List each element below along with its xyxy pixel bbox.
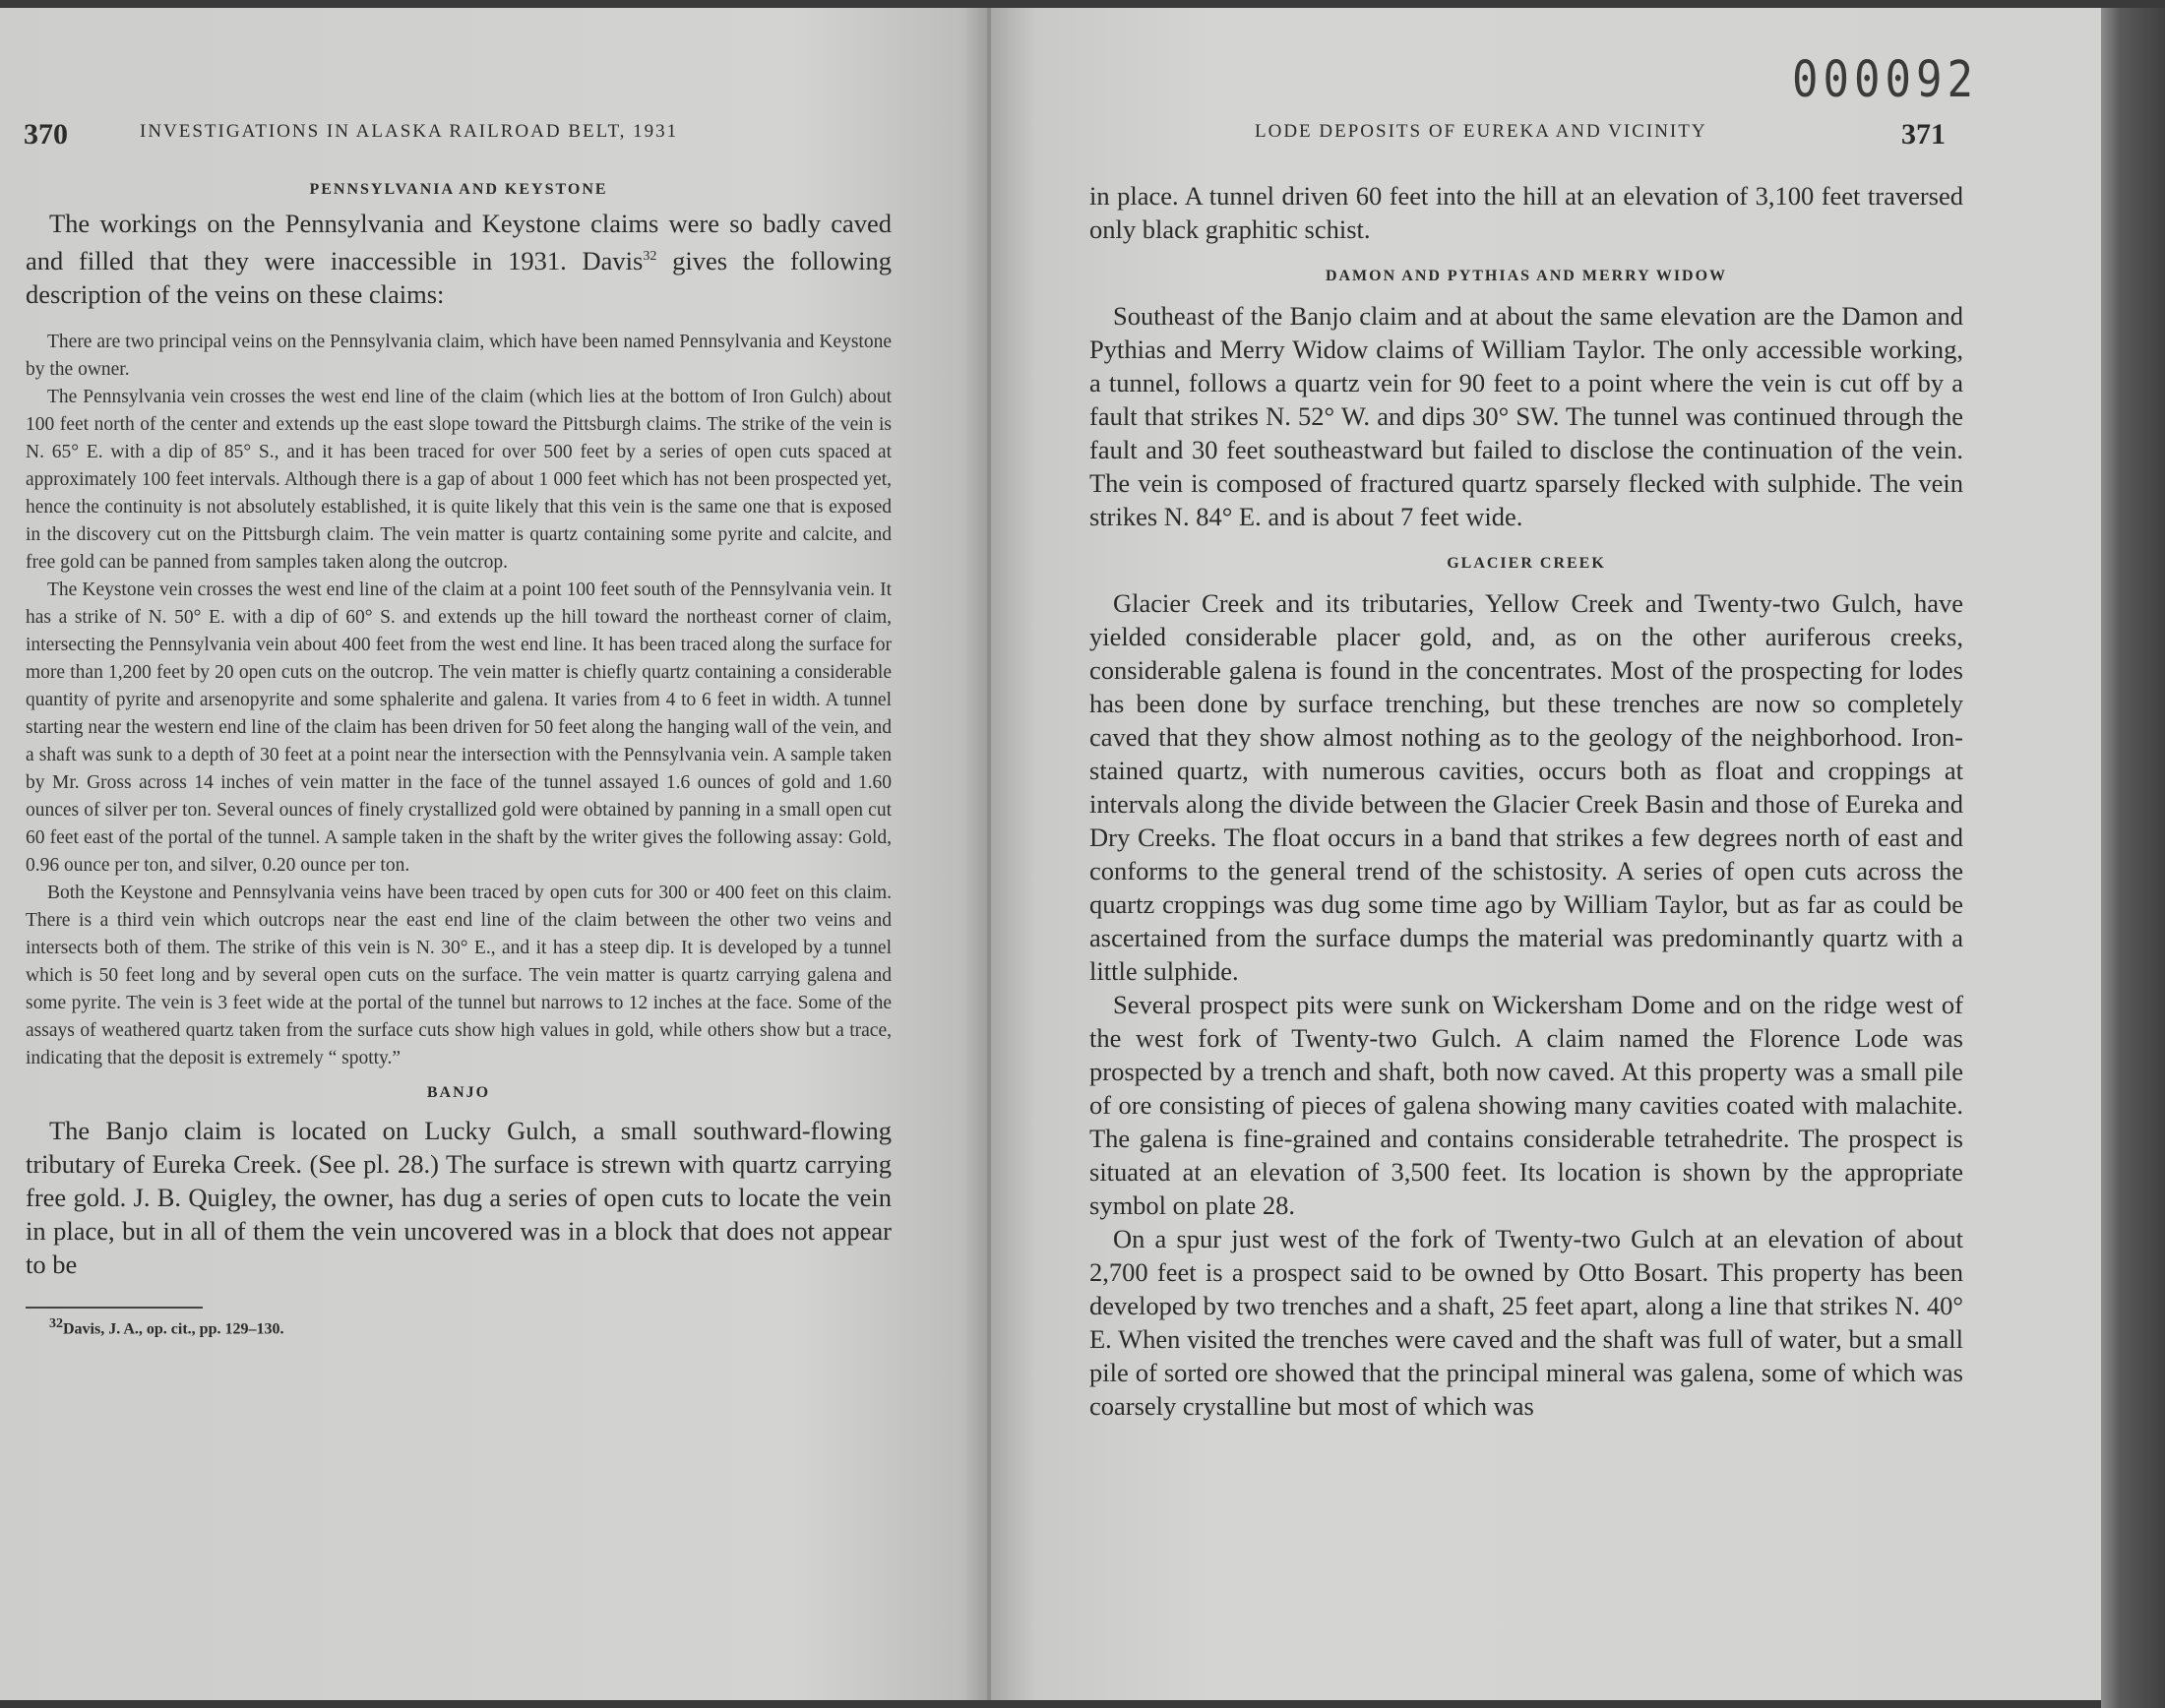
continued-paragraph: in place. A tunnel driven 60 feet into the hill at an elevation of 3,100 feet traversed only black graphitic schist. [1089, 181, 1963, 244]
intro-paragraph [26, 207, 892, 311]
page-number-left: 370 [24, 118, 68, 151]
section-heading-pennsylvania: PENNSYLVANIA AND KEYSTONE [309, 181, 608, 198]
book-edge [2101, 8, 2165, 1708]
section-heading-glacier: GLACIER CREEK [1447, 555, 1606, 572]
page-stamp: 000092 [1792, 51, 1978, 109]
intro-text: The workings on the Pennsylvania and Keystone claims were so badly caved and filled that they were inaccessible in 1931. Davis [26, 209, 892, 275]
footnote-text: Davis, J. A., op. cit., pp. 129–130. [63, 1320, 284, 1338]
left-page [0, 8, 991, 1700]
book-spread [0, 8, 2165, 1700]
footnote [26, 1316, 892, 1338]
footnote-number: 32 [49, 1315, 63, 1331]
glacier-paragraph-2: Several prospect pits were sunk on Wickersham Dome and on the ridge west of the west fork of Twenty-two Gulch. A claim named the Florence Lode was prospected by a trench and shaft, both now caved. At this property was a small pile of ore consisting of pieces of galena showing many cavities coated with malachite. The galena is fine-grained and contains considerable tetrahedrite. The prospect is situated at an elevation of 3,500 feet. Its location is shown by the appropriate symbol on plate 28. [1089, 990, 1963, 1220]
quote-paragraph-2: The Pennsylvania vein crosses the west end line of the claim (which lies at the bottom of Iron Gulch) about 100 feet north of the center and extends up the east slope toward the Pittsburgh claims. The strike of the vein is N. 65° E. with a dip of 85° S., and it has been traced for over 500 feet by a series of open cuts spaced at approximately 100 feet intervals. Although there is a gap of about 1 000 feet which has not been prospected yet, hence the continuity is not absolutely established, it is quite likely that this vein is the same one that is exposed in the discovery cut on the Pittsburgh claim. The vein matter is quartz containing some pyrite and calcite, and free gold can be panned from samples taken along the outcrop. [26, 386, 892, 573]
quote-paragraph-4: Both the Keystone and Pennsylvania veins have been traced by open cuts for 300 or 400 feet on this claim. There is a third vein which outcrops near the east end line of the claim between the other two veins and intersects both of them. The strike of this vein is N. 30° E., and it has a steep dip. It is developed by a tunnel which is 50 feet long and by several open cuts on the surface. The vein matter is quartz carrying galena and some pyrite. The vein is 3 feet wide at the portal of the tunnel but narrows to 12 inches at the face. Some of the assays of weathered quartz taken from the surface cuts show high values in gold, while others show but a trace, indicating that the deposit is extremely “ spotty.” [26, 882, 892, 1068]
intro-text-end: gives the following description of the veins on these claims: [26, 245, 892, 309]
left-text-column [26, 175, 892, 1338]
glacier-paragraph-1: Glacier Creek and its tributaries, Yellow Creek and Twenty-two Gulch, have yielded considerable placer gold, and, as on the other auriferous creeks, considerable galena is found in the concentrates. Most of the prospecting for lodes has been done by surface trenching, but these trenches are now so completely caved that they show almost nothing as to the geology of the neighborhood. Iron-stained quartz, with numerous cavities, occurs both as float and croppings at intervals along the divide between the Glacier Creek Basin and those of Eureka and Dry Creeks. The float occurs in a band that strikes a few degrees north of east and conforms to the general trend of the schistosity. A series of open cuts across the quartz croppings was dug some time ago by William Taylor, but as far as could be ascertained from the surface dumps the material was predominantly quartz with a little sulphide. [1089, 588, 1963, 986]
glacier-paragraph-3: On a spur just west of the fork of Twenty-two Gulch at an elevation of about 2,700 feet is a prospect said to be owned by Otto Bosart. This property has been developed by two trenches and a shaft, 25 feet apart, along a line that strikes N. 40° E. When visited the trenches were caved and the shaft was full of water, but a small pile of sorted ore showed that the principal mineral was galena, some of which was coarsely crystalline but most of which was [1089, 1224, 1963, 1421]
right-page [991, 8, 2101, 1700]
section-heading-damon: DAMON AND PYTHIAS AND MERRY WIDOW [1325, 268, 1728, 284]
banjo-paragraph: The Banjo claim is located on Lucky Gulch, a small southward-flowing tributary of Eureka Creek. (See pl. 28.) The surface is strewn with quartz carrying free gold. J. B. Quigley, the owner, has dug a series of open cuts to locate the vein in place, but in all of them the vein uncovered was in a block that does not appear to be [26, 1115, 892, 1279]
quote-paragraph-3: The Keystone vein crosses the west end line of the claim at a point 100 feet south of the Pennsylvania vein. It has a strike of N. 50° E. with a dip of 60° S. and extends up the hill toward the northeast corner of claim, intersecting the Pennsylvania vein about 400 feet from the west end line. It has been traced along the surface for more than 1,200 feet by 20 open cuts on the outcrop. The vein matter is chiefly quartz containing a considerable quantity of pyrite and arsenopyrite and some sphalerite and galena. It varies from 4 to 6 feet in width. A tunnel starting near the western end line of the claim has been driven for 50 feet along the hanging wall of the vein, and a shaft was sunk to a depth of 30 feet at a point near the intersection with the Pennsylvania vein. A sample taken by Mr. Gross across 14 inches of vein matter in the face of the tunnel assayed 1.6 ounces of gold and 1.60 ounces of silver per ton. Several ounces of finely crystallized gold were obtained by panning in a small open cut 60 feet east of the portal of the tunnel. A sample taken in the shaft by the writer gives the following assay: Gold, 0.96 ounce per ton, and silver, 0.20 ounce per ton. [26, 579, 892, 876]
footnote-rule [26, 1307, 203, 1309]
running-head-right: LODE DEPOSITS OF EUREKA AND VICINITY [1255, 121, 1707, 142]
footnote-marker: 32 [643, 249, 657, 264]
page-number-right: 371 [1901, 118, 1946, 151]
quote-paragraph-1: There are two principal veins on the Pennsylvania claim, which have been named Pennsylvania and Keystone by the owner. [26, 331, 892, 380]
running-head-left: INVESTIGATIONS IN ALASKA RAILROAD BELT, 1931 [140, 121, 679, 142]
damon-paragraph: Southeast of the Banjo claim and at about the same elevation are the Damon and Pythias and Merry Widow claims of William Taylor. The only accessible working, a tunnel, follows a quartz vein for 90 feet to a point where the vein is cut off by a fault that strikes N. 52° W. and dips 30° SW. The tunnel was continued through the fault and 30 feet southeastward but failed to disclose the continuation of the vein. The vein is composed of fractured quartz sparsely flecked with sulphide. The vein strikes N. 84° E. and is about 7 feet wide. [1089, 301, 1963, 531]
section-heading-banjo: BANJO [426, 1083, 491, 1101]
right-text-column [1089, 179, 1963, 1423]
